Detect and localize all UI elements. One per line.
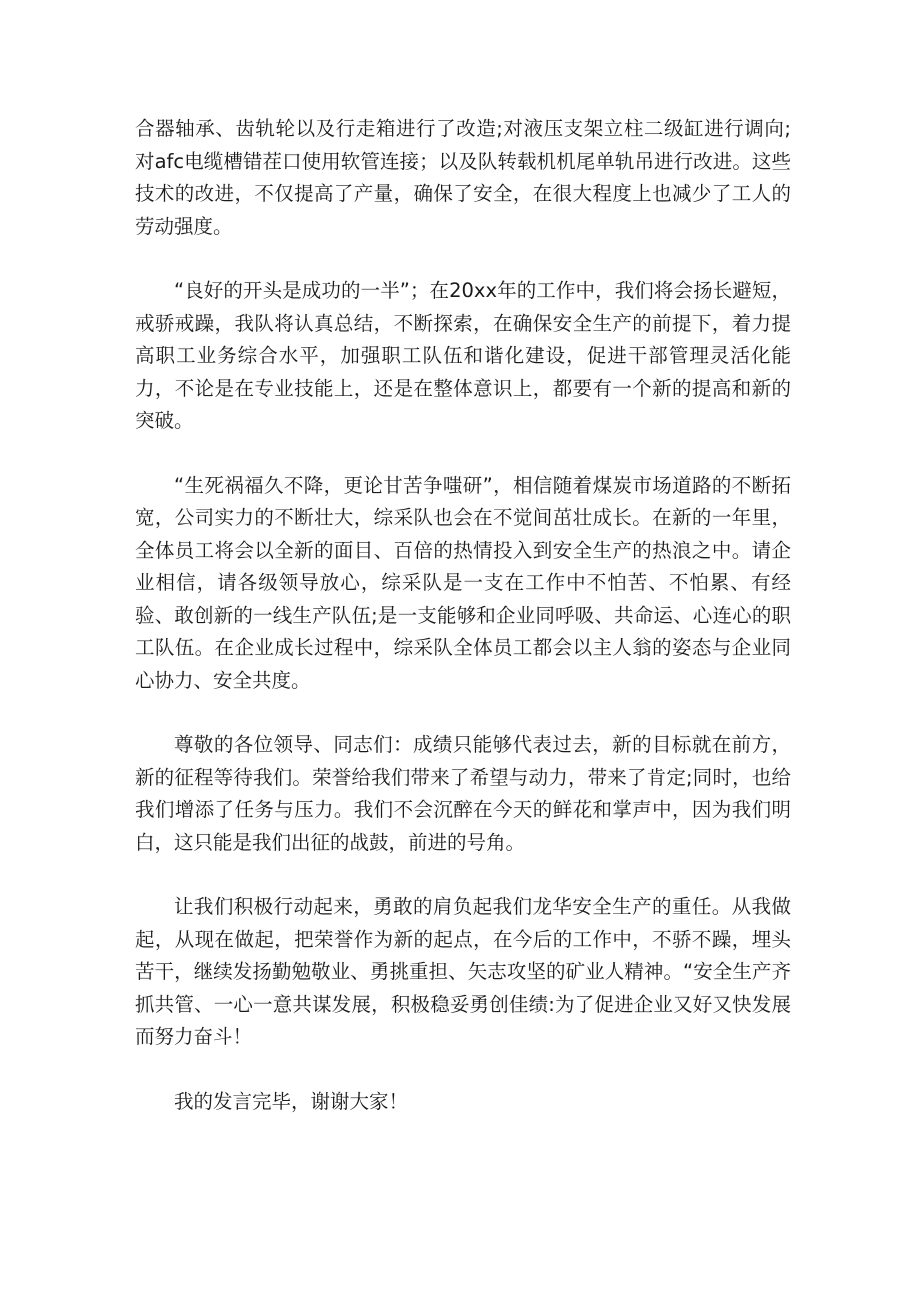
paragraph-good-start: “良好的开头是成功的一半”；在20xx年的工作中，我们将会扬长避短，戒骄戒躁，我队将认真总结，不断探索，在确保安全生产的前提下，着力提高职工业务综合水平，加强职工队伍和谐化建设，促进干部管理灵活化能力，不论是在专业技能上，还是在整体意识上，都要有一个新的提高和新的突破。 <box>135 279 791 432</box>
paragraph-call-to-action: 让我们积极行动起来，勇敢的肩负起我们龙华安全生产的重任。从我做起，从现在做起，把荣誉作为新的起点，在今后的工作中，不骄不躁，埋头苦干，继续发扬勤勉敬业、勇挑重担、矢志攻坚的矿业人精神。“安全生产齐抓共管、一心一意共谋发展，积极稳妥勇创佳绩:为了促进企业又好又快发展而努力奋斗！ <box>135 895 791 1048</box>
paragraph-closing: 我的发言完毕，谢谢大家！ <box>174 1089 409 1113</box>
paragraph-address-leaders: 尊敬的各位领导、同志们：成绩只能够代表过去，新的目标就在前方，新的征程等待我们。荣誉给我们带来了希望与动力，带来了肯定;同时，也给我们增添了任务与压力。我们不会沉醉在今天的鲜花和掌声中，因为我们明白，这只能是我们出征的战鼓，前进的号角。 <box>135 733 791 854</box>
paragraph-continuation: 合器轴承、齿轨轮以及行走箱进行了改造;对液压支架立柱二级缸进行调向;对afc电缆槽错茬口使用软管连接；以及队转载机机尾单轨吊进行改进。这些技术的改进，不仅提高了产量，确保了安全，在很大程度上也减少了工人的劳动强度。 <box>135 117 791 238</box>
paragraph-team-growth: “生死祸福久不降，更论甘苦争嗤研”，相信随着煤炭市场道路的不断拓宽，公司实力的不断壮大，综采队也会在不觉间茁壮成长。在新的一年里，全体员工将会以全新的面目、百倍的热情投入到安全生产的热浪之中。请企业相信，请各级领导放心，综采队是一支在工作中不怕苦、不怕累、有经验、敢创新的一线生产队伍;是一支能够和企业同呼吸、共命运、心连心的职工队伍。在企业成长过程中，综采队全体员工都会以主人翁的姿态与企业同心协力、安全共度。 <box>135 473 791 692</box>
document-body <box>135 113 791 1118</box>
